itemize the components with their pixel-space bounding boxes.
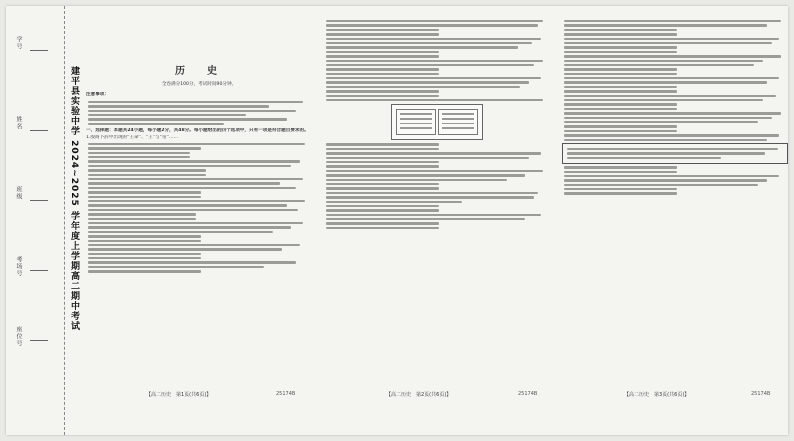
- page-3-code: 25174B: [751, 391, 771, 397]
- section-one-heading: 一、选择题：本题共24小题，每小题2分，共48分。每小题给出的四个选项中，只有一项是符合题目要求的。: [86, 128, 309, 134]
- exam-sheet: [6, 6, 788, 435]
- score-note: 全卷满分100分，考试时间90分钟。: [161, 82, 237, 87]
- binding-line: [30, 50, 48, 51]
- binding-margin: [6, 6, 65, 435]
- subject-title: 历 史: [175, 66, 223, 77]
- binding-label-seat: 座位号: [15, 326, 22, 347]
- page-1-footer: 【高二历史 第1页(共6页)】: [146, 392, 212, 398]
- binding-label-name: 姓名: [15, 116, 22, 130]
- exam-page-2: [324, 18, 550, 388]
- page-2-footer: 【高二历史 第2页(共6页)】: [386, 392, 452, 398]
- binding-label-student-id: 学号: [15, 36, 22, 50]
- binding-line: [30, 340, 48, 341]
- binding-line: [30, 270, 48, 271]
- binding-label-room: 考场号: [15, 256, 22, 277]
- page-2-code: 25174B: [518, 391, 538, 397]
- question-1: 1.殷商卜辞中出现的“王命”、“王”与“帝”……: [86, 134, 179, 140]
- book-illustration: [391, 104, 483, 140]
- notice-title: 注意事项：: [86, 92, 109, 98]
- exam-page-3: [562, 18, 788, 388]
- binding-label-class: 班级: [15, 186, 22, 200]
- quoted-material-box: [562, 143, 788, 164]
- exam-page-1: [86, 66, 312, 421]
- page-3-footer: 【高二历史 第3页(共6页)】: [624, 392, 690, 398]
- binding-line: [30, 200, 48, 201]
- binding-line: [30, 130, 48, 131]
- exam-title: 建平县实验中学 2024~2025 学年度上学期高二期中考试: [69, 66, 79, 331]
- page-1-code: 25174B: [276, 391, 296, 397]
